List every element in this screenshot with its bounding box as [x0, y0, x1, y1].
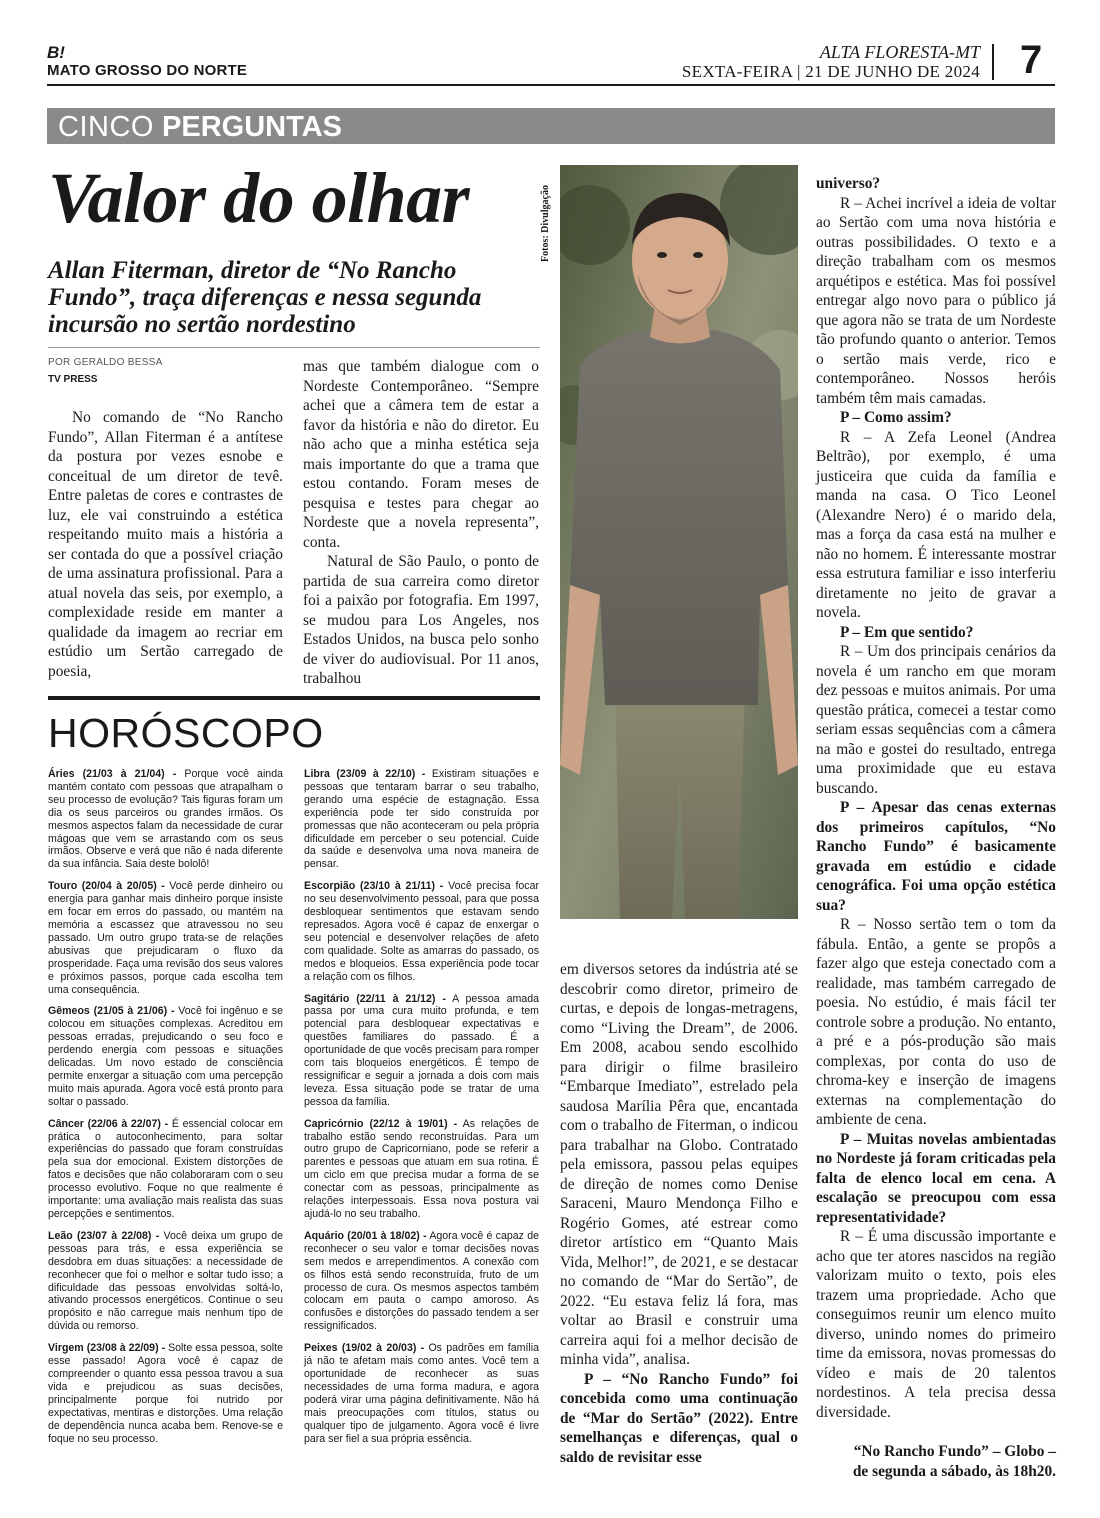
sign-name: Peixes (19/02 à 20/03) -: [304, 1342, 425, 1355]
horoscope-entry: [304, 1118, 539, 1221]
article-column-1: [48, 408, 283, 681]
sign-text: Você deixa um grupo de pessoas para trás, e essa experiência se desdobra em duas situações: a necessidade de reconhecer que foi o melhor e soltar tudo isso; a dificuldade das pessoas envolvidas soltá-lo, ativando processos energéticos. Continue o seu propósito e não carregue mais nenhum tipo de dúvida ou remorso.: [48, 1229, 284, 1333]
question-end: universo?: [816, 175, 881, 192]
horoscope-entry: [304, 993, 539, 1109]
sign-name: Gêmeos (21/05 à 21/06) -: [48, 1005, 175, 1018]
sign-name: Câncer (22/06 à 22/07) -: [48, 1117, 169, 1130]
sign-name: Escorpião (23/10 à 21/11) -: [304, 880, 444, 893]
sign-name: Sagitário (22/11 à 21/12) -: [304, 992, 446, 1005]
answer: R – Um dos principais cenários da novela é um rancho em que moram dez pessoas e muitos animais. Por uma questão prática, comecei a testar como seriam essas sequências com a câmera na mão e gostei do resultado, entrega uma proximidade que eu estava buscando.: [816, 643, 1056, 797]
edition-date: SEXTA-FEIRA | 21 DE JUNHO DE 2024: [681, 62, 980, 81]
question: P – “No Rancho Fundo” foi concebida como uma continuação de “Mar do Sertão” (2022). Entre semelhanças e diferenças, qual o saldo de revisitar esse: [560, 1370, 798, 1466]
question: P – Muitas novelas ambientadas no Nordeste já foram criticadas pela falta de elenco local em cena. A escalação se preocupou com essa representatividade?: [816, 1130, 1056, 1226]
sign-text: Porque você ainda mantém contato com pessoas que atrapalham o seu processo de evolução? Tais figuras foram um dia os seus parceiros ou grandes irmãos. Os mesmos aspectos falam da necessidade de curar mágoas que vem se arrastando com os seus irmãos. Observe e verá que não é nada diferente da sua infância. Saia deste bololô!: [48, 768, 283, 871]
sign-text: As relações de trabalho estão sendo reconstruídas. Para um outro grupo de Capricorniano, pode se referir a parentes e pessoas que atuam em sua rotina. É um ciclo em que precisa mudar a forma de se conectar com as pessoas, principalmente as relações interpessoais. Essa nova postura vai ajudá-lo no seu trabalho.: [304, 1117, 539, 1220]
broadcast-info: “No Rancho Fundo” – Globo – de segunda a sábado, às 18h20.: [852, 1443, 1056, 1480]
horoscope-entry: [304, 1342, 539, 1445]
paragraph: Natural de São Paulo, o ponto de partida de sua carreira como diretor foi a paixão por fotografia. Em 1997, se mudou para Los Angeles, nos Estados Unidos, na busca pelo sonho de viver do audiovisual. Por 11 anos, trabalhou: [303, 553, 539, 687]
sign-name: Aquário (20/01 à 18/02) -: [304, 1229, 427, 1242]
answer: R – Achei incrível a ideia de voltar ao Sertão com uma nova história e outras possibilidades. O texto e a direção trabalham com os mesmos arquétipos e estética. Mas foi possível entregar algo novo para o público já que agora não se trata de um Nordeste tão profundo quanto o anterior. Temos o sertão mais verde, rico e contemporâneo. Nossos heróis também têm mais camadas.: [816, 194, 1056, 407]
horoscope-entry: [48, 1005, 283, 1108]
answer: R – É uma discussão importante e acho que ter atores nascidos na região valorizam muito o texto, pois eles trazem uma propriedade. Acho que conseguimos reunir um elenco muito diverso, unindo nomes do primeiro time da emissora, novas promessas do vídeo e mais de 20 talentos nordestinos. A tela precisa dessa diversidade.: [816, 1228, 1056, 1421]
sign-text: É essencial colocar em prática o autoconhecimento, para soltar experiências do passado que foram construídas pela sua dor emocional. Existem distorções de fatos e decisões que não colaboraram com o seu processo evolutivo. Foque no que realmente é importante: uma avaliação mais realista das suas percepções e sentimentos.: [48, 1117, 283, 1220]
brand-logo: B!: [47, 43, 65, 62]
paragraph: em diversos setores da indústria até se descobrir como diretor, primeiro de curtas, e depois de longas-metragens, como “Living the Dream”, de 2006. Em 2008, acabou sendo escolhido para dirigir o filme brasileiro “Embarque Imediato”, estrelado pela saudosa Marília Pêra que, encantada com o trabalho de Fiterman, o indicou para trabalhar na Globo. Contratado pela emissora, passou pelas equipes de direção de nomes como Denise Saraceni, Mauro Mendonça Filho e Rogério Gomes, até estrear como diretor artístico em “Quanto Mais Vida, Melhor!”, de 2021, e se destacar no comando de “Mar do Sertão”, de 2022. “Eu estava feliz lá fora, mas voltar ao Brasil e construir uma carreira aqui foi a melhor decisão de minha vida”, analisa.: [560, 961, 798, 1368]
horoscope-entry: [48, 768, 283, 871]
article-column-2: [303, 357, 539, 689]
agency: TV PRESS: [48, 374, 98, 385]
page-number: 7: [1020, 38, 1043, 82]
section-title-bold: PERGUNTAS: [162, 111, 342, 143]
sign-text: Agora você é capaz de reconhecer o seu valor e tomar decisões novas sem medos e arrependimentos. A conexão com os filhos está sendo reconstruída, fruto de um processo de cura. Os mesmos aspectos também colocam em pauta o campo amoroso. As confusões e distorções do passado tendem a ser ressignificados.: [304, 1229, 539, 1333]
horoscope-title: HORÓSCOPO: [48, 710, 324, 756]
sign-text: Existiram situações e pessoas que tentaram barrar o seu trabalho, gerando uma espécie de estagnação. Essa experiência pode ter sido construída por promessas que não aconteceram ou pela própria dificuldade em perceber o seu potencial. Cuide da saúde e desenvolva uma nova maneira de pensar.: [304, 768, 540, 871]
sign-text: A pessoa amada passa por uma cura muito profunda, e tem potencial para desbloquear expectativas e questões familiares do passado. É a oportunidade de que vocês precisam para romper com tais bloqueios energéticos. É tempo de ressignificar e seguir a jornada a dois com mais leveza. Essa situação pode se tratar de uma pessoa da família.: [304, 992, 539, 1108]
portrait-illustration: [560, 165, 798, 919]
edition-city: ALTA FLORESTA-MT: [819, 42, 980, 62]
section-title: [58, 108, 342, 144]
sign-text: Você precisa focar no seu desenvolvimento pessoal, para que possa desbloquear sentimentos que estavam sendo represados. Agora você é capaz de enxergar o seu potencial e desenvolver relações de afeto com qualidade. Solte as amarras do passado, os medos e bloqueios. Essa experiência pode tocar a relação com os filhos.: [304, 880, 540, 983]
sign-text: Solte essa pessoa, solte esse passado! Agora você é capaz de compreender o quanto essa pessoa travou a sua vida e prejudicou as suas decisões, principalmente porque foi nutrido por expectativas, mentiras e distorções. Uma relação de dependência nunca acaba bem. Renove-se e foque no seu processo.: [48, 1342, 283, 1445]
sign-name: Leão (23/07 à 22/08) -: [48, 1229, 160, 1242]
sign-name: Áries (21/03 à 21/04) -: [48, 768, 177, 780]
section-title-light: CINCO: [58, 111, 154, 143]
article-column-4: [816, 174, 1056, 1481]
article-column-3: [560, 960, 798, 1467]
header-rule: [47, 84, 1055, 86]
paragraph: No comando de “No Rancho Fundo”, Allan Fiterman é a antítese da postura por vezes esnobe e conceitual de um diretor de tevê. Entre paletas de cores e contrastes de luz, ele vai construindo a estética respeitando muito mais a história a ser contada do que a possível criação de uma assinatura profissional. Para a atual novela das seis, por exemplo, a complexidade reside em manter a qualidade da imagem ao recriar em estúdio um Sertão carregado de poesia,: [48, 409, 283, 680]
section-region: MATO GROSSO DO NORTE: [47, 62, 248, 79]
horoscope-entry: [48, 880, 283, 996]
sign-text: Os padrões em família já não te afetam mais como antes. Você tem a oportunidade de reconhecer as suas necessidades de uma forma madura, e agora poderá virar uma página definitivamente. Não há mais preocupações com títulos, status ou qualquer tipo de julgamento. Agora você é livre para ser fiel a sua própria essência.: [304, 1342, 539, 1445]
question: P – Apesar das cenas externas dos primeiros capítulos, “No Rancho Fundo” é basicamente gravada em estúdio e cidade cenográfica. Foi uma opção estética sua?: [816, 799, 1056, 914]
photo-credit-text: Fotos: Divulgação: [540, 185, 551, 262]
horoscope-entry: [48, 1230, 283, 1333]
sign-name: Touro (20/04 à 20/05) -: [48, 880, 165, 893]
horoscope-column-1: [48, 768, 283, 1454]
answer: R – Nosso sertão tem o tom da fábula. Então, a gente se propôs a fazer algo que esteja conectado com a realidade, mas também carregado de poesia. No estúdio, é mais fácil ter controle sobre a produção. No entanto, a pré e a pós-produção são mais complexas, por conta do uso de chroma-key e inserção de imagens externas na complementação do ambiente de cena.: [816, 916, 1056, 1128]
horoscope-entry: [48, 1118, 283, 1221]
photo-credit: [540, 162, 556, 262]
portrait-photo: [560, 165, 798, 919]
horoscope-entry: [304, 768, 539, 871]
horoscope-entry: [48, 1342, 283, 1445]
horoscope-column-2: [304, 768, 539, 1454]
horoscope-rule: [48, 696, 540, 700]
answer: R – A Zefa Leonel (Andrea Beltrão), por exemplo, é uma justiceira que cuida da família e manda na casa. O Tico Leonel (Alexandre Nero) é o marido dela, mas a força da casa está na mulher e não no homem. É interessante mostrar essa estrutura familiar e isso interferiu diretamente no jeito de gravar a novela.: [816, 428, 1056, 621]
byline: POR GERALDO BESSA: [48, 357, 163, 368]
sign-text: Você foi ingênuo e se colocou em situações complexas. Acreditou em pessoas erradas, prejudicando o seu foco e perdendo energia com pessoas e situações delicadas. Um novo estado de consciência permite enxergar a situação com uma percepção muito mais apurada. Agora você está pronto para soltar o passado.: [48, 1005, 283, 1108]
article-headline: Valor do olhar: [48, 158, 470, 238]
question: P – Em que sentido?: [840, 623, 974, 641]
sign-name: Libra (23/09 à 22/10) -: [304, 768, 426, 780]
horoscope-entry: [304, 1230, 539, 1333]
sign-name: Capricórnio (22/12 à 19/01) -: [304, 1117, 458, 1130]
paragraph: mas que também dialogue com o Nordeste Contemporâneo. “Sempre achei que a câmera tem de estar a favor da história e não do diretor. Eu não acho que a minha estética seja mais importante do que a trama que estou contando. Foram meses de pesquisa e testes para chegar ao Nordeste que a novela representa”, conta.: [303, 358, 539, 551]
sign-text: Você perde dinheiro ou energia para ganhar mais dinheiro porque insiste em focar em erros do passado, ou mantém na memória a escassez que atravessou no seu passado. Um outro grupo trata-se de relações abusivas que prejudicaram o fluxo da prosperidade. Faça uma revisão dos seus valores e próximos passos, porque cada escolha tem uma consequência.: [48, 880, 283, 996]
article-subhead: Allan Fiterman, diretor de “No Rancho Fundo”, traça diferenças e nessa segunda incursão no sertão nordestino: [48, 257, 482, 338]
sign-name: Virgem (23/08 à 22/09) -: [48, 1342, 166, 1355]
question: P – Como assim?: [840, 409, 952, 426]
horoscope-entry: [304, 880, 539, 983]
header-separator: [992, 44, 994, 80]
byline-rule: [48, 347, 540, 348]
